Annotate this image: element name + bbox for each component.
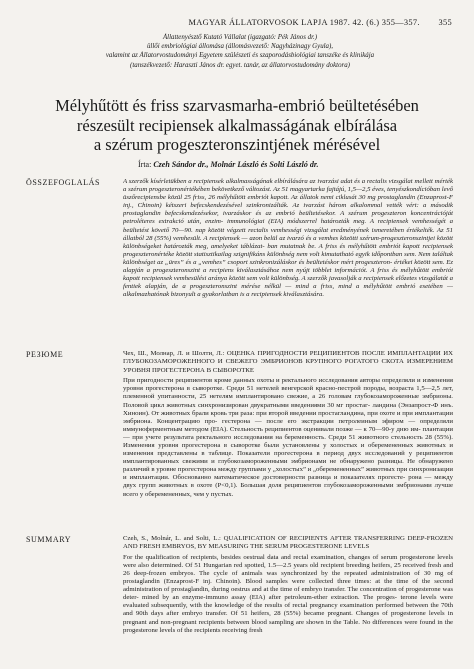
page-number: 355: [438, 18, 452, 27]
title-line: Mélyhűtött és friss szarvasmarha-embrió beültetésében: [55, 96, 419, 115]
abstract-text: При пригодности реципиентов кроме данных охоты и ректального исследования авторы определяли и изменения уровня прогестерона в сыворотке. Среди 51 нетелей венгерской красно-пестрой породы, возраста 1,5—2,5 лет, племенной упитанности, 25 нетелям имплантировано свежие, а 26 головам глубокозамороженные эмбрионы. Половой цикл животных синхронизирован двукратными введениями 30 мг простаг- ландина (Энзапрост-Ф инъ. Хиноин). От животных брали кровь три раза: при второй введении простагландина, при охоте и при имплантации эмбриона. Концентрацию про- гестерона — после его экстракции петролеиным эфиром — определяли иммуноферментным методом (EIA). Стельность реципиентов оценивали позже — к 70—90-у дню им- плантации — при учете результата ректального исследования на беременность. Среди 51 животного стельность 28 (55%). Изменения уровня прогестерона в сыворотке были установлены у холостых и оберемененных животных и изменения представлены в таблице. Показатели прогестерона в период двух исследований у реципиентов имплантированных свежими и глубокозамороженными эмбрионами не обнаружено разницы. Не обнаружено различий в уровне прогестерона между группами у „холостых” и „оберемененных” животных при синхронизации и имплантации. Обоснованно математическое достоверности разница и показателях прогесте- рона — между двух групп животных в охоте (P<0,1). Большая доля реципиентов глубокозамороженными эмбрионами лучше всего у оберемененных, чем у пустых.: [123, 377, 453, 498]
authors-prefix: Írta:: [138, 160, 152, 169]
affiliation-line: valamint az Állatorvostudományi Egyetem szülészeti és szaporodásbiológiai tanszéke és klinikája: [105, 52, 375, 60]
affiliation-line: (tanszékvezető: Haraszti János dr. egyet. tanár, az állatorvostudomány doktora): [130, 61, 350, 69]
article-title: [20, 96, 454, 155]
affiliation-line: Állattenyésztő Kutató Vállalat (igazgató: Pék János dr.): [162, 34, 318, 41]
abstract-english: [123, 535, 453, 661]
affiliation-block: [40, 33, 440, 70]
abstract-hungarian: [123, 178, 453, 334]
running-header: [150, 18, 452, 27]
abstract-heading: Czeh, S., Molnár, L. and Solti, L.: QUALIFICATION OF RECIPIENTS AFTER TRANSFERRING DEEP-FROZEN AND FRESH EMBRYOS, BY MEASURING THE SERUM PROGESTERONE LEVELS: [123, 535, 453, 551]
abstract-heading: Чех, Ш., Молнар, Л. и Шолти, Л.: ОЦЕНКА ПРИГОДНОСТИ РЕЦИПИЕНТОВ ПОСЛЕ ИМПЛАНТАЦИИ ИХ ГЛУБОКОЗАМОРОЖЕННОГО И СВЕЖЕГО ЭМБРИОНОВ КРУПНОГО РОГАТОГО СКОТА ИЗМЕРЕНИЕМ УРОВНЯ ПРОГЕСТЕРОНА В СЫВОРОТКЕ: [123, 350, 453, 374]
section-label-english: SUMMARY: [26, 535, 72, 544]
author-names: Czeh Sándor dr., Molnár László és Solti László dr.: [153, 160, 319, 169]
abstract-russian: [123, 350, 453, 515]
title-line: a szérum progeszteronszintjének mérésével: [93, 135, 381, 154]
abstract-text: For the qualification of recipients, besides oestrual data and rectal examination, changes of serum progesterone levels were also determined. Of 51 Hungarian red spotted, 1.5—2.5 years old recipient breeding heifers, 25 received fresh and 26 deep-frozen embryos. The cycle of animals was synchronized by the repeated administration of 30 mg of prostaglandin (Enzaprost-F inj. Chinoin). Blood samples were collected three times: at the time of the second administration of prostaglandin, during oestrus and at the time of embryo transfer. The concentration of progesterone was deter- mined by an enzyme-immuno assay (EIA) after petroleum-ether extraction. The proges- terone levels were evaluated subsequently, with the knowledge of the results of rectal pregnancy examination performed between the 70th and 90th days after embryo transfer. Of 51 heifers, 28 (55%) became pregnant. Changes of progesterone levels in pregnant and non-pregnant recipients between blood sampling are shown in the Table. No differences were found in the progesterone levels of the recipients receiving fresh: [123, 553, 453, 634]
author-line: [138, 160, 318, 169]
running-head: MAGYAR ÁLLATORVOSOK LAPJA 1987. 42. (6.) 355—357.: [188, 18, 420, 27]
affiliation-line: üllői embriológiai állomása (állomásvezető: Nagyházinagy Gyula),: [146, 43, 334, 51]
abstract-text: A szerzők kísérletükben a recipiensek alkalmasságának elbírálására az ivarzási adat és a rectalis vizsgálat mellett mérték a szérum progeszteronértékében bekövetkező változást. Az 51 magyartarka fajtájú, 1,5—2,5 éves, tenyészkondícióban levő üszőrecipiensbe közül 25 friss, 26 mélyhűtött embriót kapott. Az állatok nemi ciklusát 30 mg prostaglandin (Enzaprost-F inj., Chinoin) kétszeri befecskendezésével szinkronizálták. Az ivarzást három alkalommal vették vért: a második prostaglandin befecskendezésekor, ivarzáskor és az embrió beültetésekor. A szérum progeszteron koncentrációját petroléteres extrakció után, enzim- immunológiai (EIA) módszerrel határozták meg. A recipiensek vemhességét a beültetést követő 70—90. nap között végzett rectalis vemhességi vizsgálat eredményének ismeretében értékelték. Az 51 állatból 28 (55%) vemhesült. A recipiensek — azon belül az ivarzó és a vemhes közötti szérum-progeszteronszintjei között különbségeket határozták meg, amelyeket táblázat- ban mutatnak be. A friss és mélyhűtött embriót kapott recipiensek progeszteronértéke között statisztikailag szignifikáns különbség nem volt kimutatható egyik időpontban sem. Nem találtak különbséget az „üres” és a „vemhes” csoport szinkronizáláskor és beültetéskor mért progeszteron- értékei között sem. Ez alapján a progeszteronszint a recipiens kiválasztásához nem nyújt többlet információt. A friss és mélyhűtött embriót kapott recipiensek vemhesülési aránya között sem volt különbség. A szerzők javasolják a recipiensek előzetes vizsgálatát a fentiek alapján, de a progeszteronszint mérése nélkül — mind a friss, mind a mélyhűtött embrió esetében — alkalmazhatónak bizonyult a gyakorlatban is a recipiensek kiválasztására.: [123, 178, 453, 299]
title-line: részesült recipiensek alkalmasságának elbírálása: [76, 115, 398, 135]
section-label-hungarian: ÖSSZEFOGLALÁS: [26, 178, 101, 187]
section-label-russian: РЕЗЮМЕ: [26, 350, 64, 359]
